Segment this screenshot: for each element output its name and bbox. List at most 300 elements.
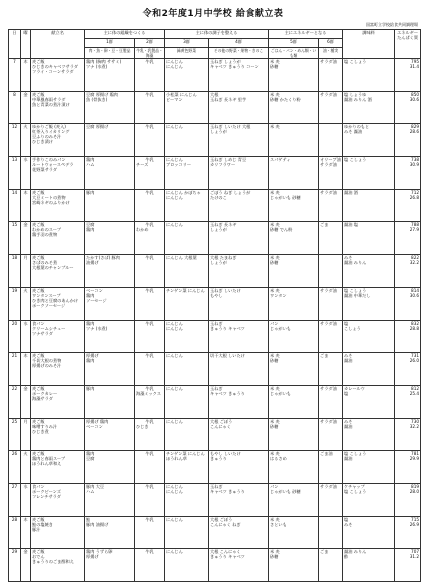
cell-line: 塩 こしょう: [344, 59, 367, 64]
cell-line: ピーマン: [166, 96, 183, 102]
cell-line: 牛乳: [145, 222, 154, 228]
day-cell-c2: [135, 320, 165, 353]
cell-line: 玉ねぎ: [210, 483, 223, 489]
cell-line: 27.9: [409, 227, 420, 233]
day-cell-energy: [395, 222, 421, 255]
day-cell-c6: [319, 157, 343, 190]
cell-line: 781: [411, 451, 420, 457]
day-cell-c1: [85, 124, 135, 157]
day-weekday: 水: [21, 483, 31, 516]
cell-line: ブロッコリー: [166, 162, 192, 168]
cell-line: 醤油: [344, 358, 353, 364]
header-group2: 主に体の調子を整える: [165, 30, 269, 39]
day-cell-c6: [319, 287, 343, 320]
cell-line: 米 麦: [270, 124, 280, 130]
cell-line: 麦ご飯: [32, 222, 45, 228]
cell-line: 牛乳: [145, 418, 154, 424]
menu-day-row: [9, 287, 421, 320]
day-cell-c1: [85, 59, 135, 92]
day-cell-energy: [395, 157, 421, 190]
cell-line: 牛乳: [145, 451, 154, 457]
cell-line: ツナ (水煮): [86, 325, 108, 331]
day-cell-c1: [85, 320, 135, 353]
day-cell-c4: [209, 222, 269, 255]
cell-line: 食パン: [32, 483, 45, 489]
day-cell-c4: [209, 451, 269, 484]
cell-line: 砂糖: [270, 260, 279, 266]
cell-line: 米 麦: [270, 91, 280, 97]
day-cell-energy: [395, 91, 421, 124]
cell-line: ゆかりご飯 (麦入): [32, 124, 66, 130]
cell-line: ほうれん草和え: [32, 461, 62, 467]
day-cell-c5: [269, 549, 319, 582]
cell-line: みそ: [344, 418, 353, 424]
cell-line: 788: [411, 222, 420, 228]
day-cell-dish: [31, 59, 85, 92]
cell-line: 醤油 酒: [344, 189, 358, 195]
cell-line: 海藻サラダ: [32, 395, 53, 401]
day-date: 12: [9, 124, 21, 157]
cell-line: オリーブ油: [320, 157, 341, 163]
cell-line: 砂糖 でん粉: [270, 227, 293, 233]
day-cell-c6: [319, 91, 343, 124]
header-col4: 4群: [209, 39, 269, 48]
day-cell-c3: [165, 157, 209, 190]
day-cell-dish: [31, 189, 85, 222]
day-cell-c4: [209, 91, 269, 124]
day-cell-c4: [209, 287, 269, 320]
cell-line: 牛乳: [145, 91, 154, 97]
menu-day-row: [9, 124, 421, 157]
cell-line: にんじん: [166, 64, 183, 69]
cell-line: さばのみそ煮: [32, 260, 58, 266]
cell-line: ケチャップ: [344, 483, 365, 489]
day-cell-c5: [269, 451, 319, 484]
day-date: 27: [9, 483, 21, 516]
day-cell-c3: [165, 222, 209, 255]
header-dow: 曜: [21, 30, 31, 59]
cell-line: 738: [411, 157, 420, 163]
day-date: 29: [9, 549, 21, 582]
cell-line: サラダ油: [320, 59, 337, 64]
day-cell-energy: [395, 320, 421, 353]
cell-line: にんじん: [166, 385, 183, 391]
day-cell-seasoning: [343, 385, 395, 418]
cell-line: わかめのスープ: [32, 227, 61, 233]
cell-line: 塩: [344, 320, 349, 326]
header-sub2: 牛乳・乳製品・海藻: [136, 48, 163, 58]
day-cell-c2: [135, 451, 165, 484]
day-cell-energy: [395, 483, 421, 516]
cell-line: 鶏肉 うずら卵: [86, 549, 113, 555]
day-cell-seasoning: [343, 157, 395, 190]
cell-line: 850: [411, 91, 420, 97]
cell-line: 牛乳: [145, 59, 154, 64]
cell-line: 812: [411, 385, 420, 391]
cell-line: 795: [411, 59, 420, 64]
header-sub5: ごはん・パン・めん類・いも類: [269, 48, 319, 59]
cell-line: 米 麦: [270, 287, 280, 293]
day-cell-seasoning: [343, 91, 395, 124]
cell-line: 塩 こしょう: [344, 287, 367, 293]
cell-line: 822: [411, 255, 420, 261]
menu-day-row: [9, 320, 421, 353]
cell-line: ひじき煮: [32, 428, 49, 434]
cell-line: 醤油 みりん: [344, 549, 367, 555]
day-weekday: 木: [21, 189, 31, 222]
cell-line: にんじん: [166, 325, 183, 331]
day-cell-c4: [209, 353, 269, 386]
cell-line: 麦ご飯: [32, 549, 45, 555]
day-weekday: 水: [21, 320, 31, 353]
day-cell-energy: [395, 516, 421, 549]
day-weekday: 火: [21, 451, 31, 484]
cell-line: きゅうりのごま酢和え: [32, 559, 74, 565]
day-cell-c6: [319, 320, 343, 353]
cell-line: チンゲン菜 にんじん: [166, 287, 205, 293]
cell-line: 厚揚げのみそ汁: [32, 363, 62, 369]
day-weekday: 木: [21, 59, 31, 92]
day-cell-c4: [209, 255, 269, 288]
day-cell-c1: [85, 516, 135, 549]
cell-line: サラダ油: [320, 385, 337, 391]
cell-line: 32.2: [409, 423, 420, 429]
page-title: 令和2年度1月中学校 給食献立表: [142, 9, 284, 19]
day-cell-c3: [165, 59, 209, 92]
day-cell-c6: [319, 222, 343, 255]
cell-line: パン: [270, 483, 279, 489]
cell-line: サラダ油: [320, 483, 337, 489]
cell-line: 鶏手羽の煮物: [32, 232, 58, 238]
day-cell-c2: [135, 189, 165, 222]
day-weekday: 木: [21, 353, 31, 386]
day-cell-c5: [269, 157, 319, 190]
day-cell-c5: [269, 353, 319, 386]
cell-line: 麦ご飯: [32, 189, 45, 195]
cell-line: 塩 こしょう: [344, 157, 367, 163]
day-cell-c4: [209, 516, 269, 549]
cell-line: 醤油 塩: [344, 222, 358, 228]
day-cell-c5: [269, 385, 319, 418]
day-cell-c5: [269, 287, 319, 320]
day-cell-c3: [165, 451, 209, 484]
cell-line: にんじん: [166, 549, 183, 555]
day-cell-c6: [319, 124, 343, 157]
cell-line: 豚肉: [86, 189, 95, 195]
day-cell-c4: [209, 385, 269, 418]
day-cell-energy: [395, 59, 421, 92]
cell-line: 30.9: [409, 162, 420, 168]
cell-line: 玉ねぎ しいたけ: [210, 287, 241, 293]
cell-line: 米 麦: [270, 549, 280, 555]
cell-line: 鶏肉: [86, 227, 95, 233]
cell-line: クリームシチュー: [32, 325, 66, 331]
day-date: 14: [9, 189, 21, 222]
header-group3: 主にエネルギーとなる: [269, 30, 343, 39]
cell-line: 715: [411, 516, 420, 522]
cell-line: ひき肉と豆腐のあんかけ: [32, 297, 79, 303]
cell-line: きゅうり キャベツ: [210, 325, 245, 331]
day-cell-c1: [85, 189, 135, 222]
cell-line: ソーセージ: [86, 297, 107, 303]
day-cell-c1: [85, 255, 135, 288]
cell-line: 819: [411, 483, 420, 489]
day-cell-dish: [31, 549, 85, 582]
day-cell-c4: [209, 549, 269, 582]
day-cell-seasoning: [343, 320, 395, 353]
day-cell-c3: [165, 91, 209, 124]
day-cell-c2: [135, 483, 165, 516]
day-cell-c1: [85, 157, 135, 190]
cell-line: さといも: [270, 521, 287, 527]
cell-line: 手作りこのみパン: [32, 157, 66, 163]
cell-line: 厚揚げ 鶏肉: [86, 418, 109, 424]
cell-line: 米 麦: [270, 222, 280, 228]
day-cell-dish: [31, 157, 85, 190]
menu-table: [8, 29, 421, 582]
cell-line: にんじん: [166, 488, 183, 494]
cell-line: ほうれん草: [166, 456, 187, 462]
day-cell-c3: [165, 287, 209, 320]
day-cell-c5: [269, 255, 319, 288]
cell-line: 玉ねぎ しいたけ 大根: [210, 124, 251, 130]
menu-day-row: [9, 385, 421, 418]
cell-line: ポークビーンズ: [32, 488, 61, 494]
day-cell-dish: [31, 255, 85, 288]
day-cell-seasoning: [343, 59, 395, 92]
day-cell-energy: [395, 124, 421, 157]
cell-line: 麦ご飯: [32, 287, 45, 293]
cell-line: にんじん かぼちゃ: [166, 189, 201, 195]
day-cell-energy: [395, 255, 421, 288]
day-cell-c5: [269, 418, 319, 451]
day-cell-c3: [165, 320, 209, 353]
cell-line: 砂糖: [270, 554, 279, 560]
day-cell-c1: [85, 385, 135, 418]
day-cell-c5: [269, 124, 319, 157]
cell-line: ごま: [320, 353, 329, 359]
cell-line: 豚汁: [32, 526, 41, 532]
header-col5: 5群: [269, 39, 319, 48]
cell-line: 米 麦: [270, 451, 280, 457]
day-cell-seasoning: [343, 222, 395, 255]
cell-line: サラダ油: [320, 418, 337, 424]
day-cell-c6: [319, 189, 343, 222]
cell-line: 30.6: [409, 96, 420, 102]
cell-line: にんじん 大根葉: [166, 255, 197, 261]
cell-line: 牛乳: [145, 385, 154, 391]
cell-line: 豆腐 厚揚げ 鶏肉: [86, 91, 118, 97]
menu-day-row: [9, 222, 421, 255]
cell-line: 豆腐: [86, 456, 95, 462]
cell-line: 塩: [344, 390, 349, 396]
cell-line: 米 麦: [270, 516, 280, 522]
day-cell-dish: [31, 91, 85, 124]
day-weekday: 火: [21, 124, 31, 157]
cell-line: 鮭: [86, 516, 91, 522]
header-energy: エネルギー たんぱく質: [395, 30, 421, 59]
day-cell-c2: [135, 124, 165, 157]
menu-body: [9, 59, 421, 582]
cell-line: カリフラワー: [210, 162, 236, 168]
cell-line: たけのこ: [210, 194, 227, 200]
cell-line: 塩 こしょう: [344, 451, 367, 457]
menu-day-row: [9, 255, 421, 288]
cell-line: サラダ油: [320, 162, 337, 168]
cell-line: じゃがいも: [270, 390, 291, 396]
cell-line: 牛乳: [145, 516, 154, 522]
day-cell-c1: [85, 91, 135, 124]
cell-line: 26.9: [409, 521, 420, 527]
day-cell-c4: [209, 157, 269, 190]
cell-line: 魚 (骨抜き): [86, 96, 108, 102]
day-cell-c3: [165, 189, 209, 222]
day-cell-seasoning: [343, 483, 395, 516]
cell-line: にんじん: [166, 483, 183, 489]
cell-line: 米 麦: [270, 353, 280, 359]
day-cell-seasoning: [343, 287, 395, 320]
header-sub3: 緑黄色野菜: [165, 48, 209, 59]
day-cell-c4: [209, 59, 269, 92]
cell-line: ゆかりのもと: [344, 124, 370, 130]
day-cell-energy: [395, 353, 421, 386]
cell-line: にんじん: [166, 59, 183, 64]
cell-line: チーズ: [136, 162, 149, 168]
cell-line: にんじん: [166, 418, 183, 424]
cell-line: 花野菜サラダ: [32, 167, 58, 173]
day-cell-c5: [269, 516, 319, 549]
day-cell-seasoning: [343, 549, 395, 582]
cell-line: 大豆ミートの煮物: [32, 194, 66, 200]
cell-line: ごま: [320, 549, 329, 555]
day-cell-dish: [31, 353, 85, 386]
day-weekday: 月: [21, 418, 31, 451]
day-date: 28: [9, 516, 21, 549]
day-cell-c3: [165, 549, 209, 582]
cell-line: 米 麦: [270, 59, 280, 64]
day-cell-c6: [319, 255, 343, 288]
cell-line: もやし: [210, 292, 223, 298]
cell-line: 29.9: [409, 456, 420, 462]
cell-line: 醤油 中華だし: [344, 292, 371, 298]
header-col1: 1群: [85, 39, 135, 48]
cell-line: 玉ねぎ: [210, 385, 223, 391]
cell-line: 麦ご飯: [32, 91, 45, 97]
header-date: 日: [9, 30, 21, 59]
cell-line: 牛乳: [145, 189, 154, 195]
cell-line: ひじき漬け: [32, 139, 53, 145]
day-cell-dish: [31, 418, 85, 451]
cell-line: 豆ふりのみそ汁: [32, 134, 62, 140]
day-weekday: 金: [21, 385, 31, 418]
cell-line: 大根葉のチャンプルー: [32, 265, 74, 271]
day-cell-energy: [395, 451, 421, 484]
menu-day-row: [9, 516, 421, 549]
day-cell-c5: [269, 91, 319, 124]
day-cell-seasoning: [343, 124, 395, 157]
cell-line: 厚揚げ: [86, 353, 99, 359]
day-cell-c4: [209, 418, 269, 451]
cell-line: 鶏肉 (胸肉 ササミ): [86, 59, 122, 64]
cell-line: 鶏肉: [86, 157, 95, 163]
menu-day-row: [9, 451, 421, 484]
day-date: 25: [9, 418, 21, 451]
day-weekday: 水: [21, 157, 31, 190]
cell-line: もやし しいたけ: [210, 451, 241, 457]
day-cell-c6: [319, 353, 343, 386]
day-cell-c4: [209, 483, 269, 516]
cell-line: スパゲティ: [270, 157, 291, 163]
cell-line: 26.8: [409, 194, 420, 200]
cell-line: ツナ (水煮): [86, 64, 108, 69]
cell-line: ひじきのキャベツサラダ: [32, 64, 79, 69]
day-cell-c1: [85, 549, 135, 582]
day-weekday: 金: [21, 91, 31, 124]
cell-line: 醤油 みりん: [344, 260, 367, 266]
day-weekday: 木: [21, 516, 31, 549]
cell-line: 麦ご飯: [32, 516, 45, 522]
day-cell-c2: [135, 287, 165, 320]
cell-line: 塩 しょうゆ: [344, 91, 367, 97]
cell-line: 牛乳: [145, 353, 154, 359]
cell-line: じゃがいも: [270, 325, 291, 331]
day-cell-c1: [85, 483, 135, 516]
day-date: 7: [9, 59, 21, 92]
cell-line: 砂糖: [270, 423, 279, 429]
menu-day-row: [9, 353, 421, 386]
day-cell-seasoning: [343, 418, 395, 451]
day-cell-c2: [135, 222, 165, 255]
cell-line: 牛乳: [145, 287, 154, 293]
cell-line: 829: [411, 124, 420, 130]
header-sub6: 油・種実: [319, 48, 343, 59]
cell-line: みそ: [344, 255, 353, 261]
page-subtitle: 国富町立学校給食共同調理場: [366, 22, 418, 27]
day-weekday: 月: [21, 255, 31, 288]
day-cell-c5: [269, 59, 319, 92]
day-cell-seasoning: [343, 516, 395, 549]
cell-line: おでん: [32, 554, 45, 560]
header-group1: 主に体の組織をつくる: [85, 30, 165, 39]
day-cell-c6: [319, 385, 343, 418]
cell-line: 醤油 みりん 酒: [344, 96, 372, 102]
day-cell-seasoning: [343, 255, 395, 288]
cell-line: 832: [411, 320, 420, 326]
day-date: 19: [9, 287, 21, 320]
cell-line: 豆腐: [86, 222, 95, 228]
cell-line: 塩 こしょう: [344, 488, 367, 494]
cell-line: 鶏肉と春雨スープ: [32, 456, 66, 462]
cell-line: にんじん: [166, 194, 183, 200]
day-cell-c6: [319, 516, 343, 549]
cell-line: じゃがいも 砂糖: [270, 194, 301, 200]
cell-line: ひじき: [136, 423, 149, 429]
day-cell-dish: [31, 483, 85, 516]
cell-line: 麦ご飯: [32, 59, 45, 64]
day-cell-c2: [135, 353, 165, 386]
cell-line: パン: [270, 320, 279, 326]
cell-line: 醤油: [344, 456, 353, 462]
cell-line: 鶏肉: [86, 292, 95, 298]
day-date: 13: [9, 157, 21, 190]
cell-line: 米 麦: [270, 189, 280, 195]
cell-line: ごま: [320, 222, 329, 228]
day-cell-c3: [165, 385, 209, 418]
cell-line: 味噌すりみ汁: [32, 423, 58, 429]
header-sub1: 肉・魚・卵・豆・豆製品: [85, 48, 135, 59]
day-cell-energy: [395, 549, 421, 582]
day-cell-dish: [31, 451, 85, 484]
